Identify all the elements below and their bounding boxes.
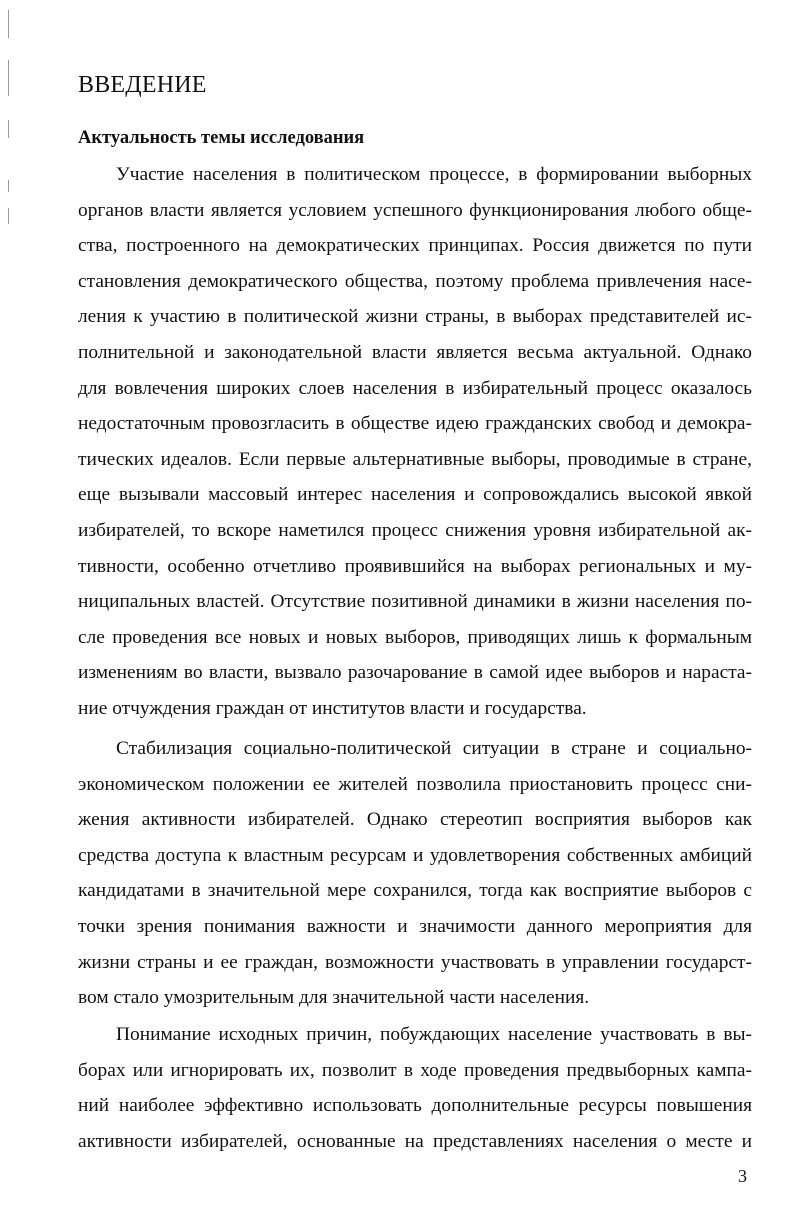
paragraph-1 [78, 157, 752, 727]
text-line: активности избирателей, основанные на представлениях населения о месте и [78, 1130, 752, 1152]
text-line: полнительной и законодательной власти является весьма актуальной. Однако [78, 341, 752, 363]
text-line: средства доступа к властным ресурсам и удовлетворения собственных амбиций [78, 844, 752, 866]
paragraph-2 [78, 731, 752, 1016]
paragraph-3 [78, 1017, 752, 1159]
text-line: сле проведения все новых и новых выборов, приводящих лишь к формальным [78, 626, 752, 648]
text-line: ства, построенного на демократических принципах. Россия движется по пути [78, 235, 752, 257]
text-line: Участие населения в политическом процессе, в формировании выборных [116, 164, 752, 185]
text-line: кандидатами в значительной мере сохранился, тогда как восприятие выборов с [78, 880, 752, 902]
text-line: ниципальных властей. Отсутствие позитивной динамики в жизни населения по- [78, 591, 752, 613]
text-line: становления демократического общества, поэтому проблема привлечения насе- [78, 270, 752, 292]
text-line: борах или игнорировать их, позволит в ходе проведения предвыборных кампа- [78, 1059, 752, 1081]
text-line: ний наиболее эффективно использовать дополнительные ресурсы повышения [78, 1095, 752, 1117]
section-title: Актуальность темы исследования [78, 128, 365, 148]
text-line: тивности, особенно отчетливо проявившийся на выборах региональных и му- [78, 555, 752, 577]
text-line: жизни страны и ее граждан, возможности участвовать в управлении государст- [78, 951, 752, 973]
text-line: жения активности избирателей. Однако стереотип восприятия выборов как [78, 809, 752, 831]
text-line: изменениям во власти, вызвало разочарование в самой идее выборов и нараста- [78, 662, 752, 684]
text-line: тических идеалов. Если первые альтернативные выборы, проводимые в стране, [78, 448, 752, 470]
scan-margin-mark [8, 60, 9, 96]
chapter-title: ВВЕДЕНИЕ [78, 72, 207, 98]
text-line: экономическом положении ее жителей позволила приостановить процесс сни- [78, 773, 752, 795]
text-line: избирателей, то вскоре наметился процесс снижения уровня избирательной ак- [78, 519, 752, 541]
text-line: для вовлечения широких слоев населения в избирательный процесс оказалось [78, 377, 752, 399]
text-line: еще вызывали массовый интерес населения и сопровождались высокой явкой [78, 484, 752, 506]
text-line: ления к участию в политической жизни страны, в выборах представителей ис- [78, 306, 752, 328]
text-line: Стабилизация социально-политической ситуации в стране и социально- [116, 738, 752, 759]
text-line: Понимание исходных причин, побуждающих население участвовать в вы- [116, 1024, 752, 1045]
text-line: недостаточным провозгласить в обществе идею гражданских свобод и демокра- [78, 413, 752, 435]
text-line: органов власти является условием успешного функционирования любого обще- [78, 199, 752, 221]
scan-margin-mark [8, 10, 9, 38]
scan-margin-mark [8, 208, 9, 224]
text-line: ние отчуждения граждан от институтов власти и государства. [78, 697, 587, 719]
scan-margin-mark [8, 120, 9, 138]
text-line: точки зрения понимания важности и значимости данного мероприятия для [78, 915, 752, 937]
page-number: 3 [738, 1166, 747, 1186]
scan-margin-mark [8, 180, 9, 192]
text-line: вом стало умозрительным для значительной части населения. [78, 987, 590, 1009]
